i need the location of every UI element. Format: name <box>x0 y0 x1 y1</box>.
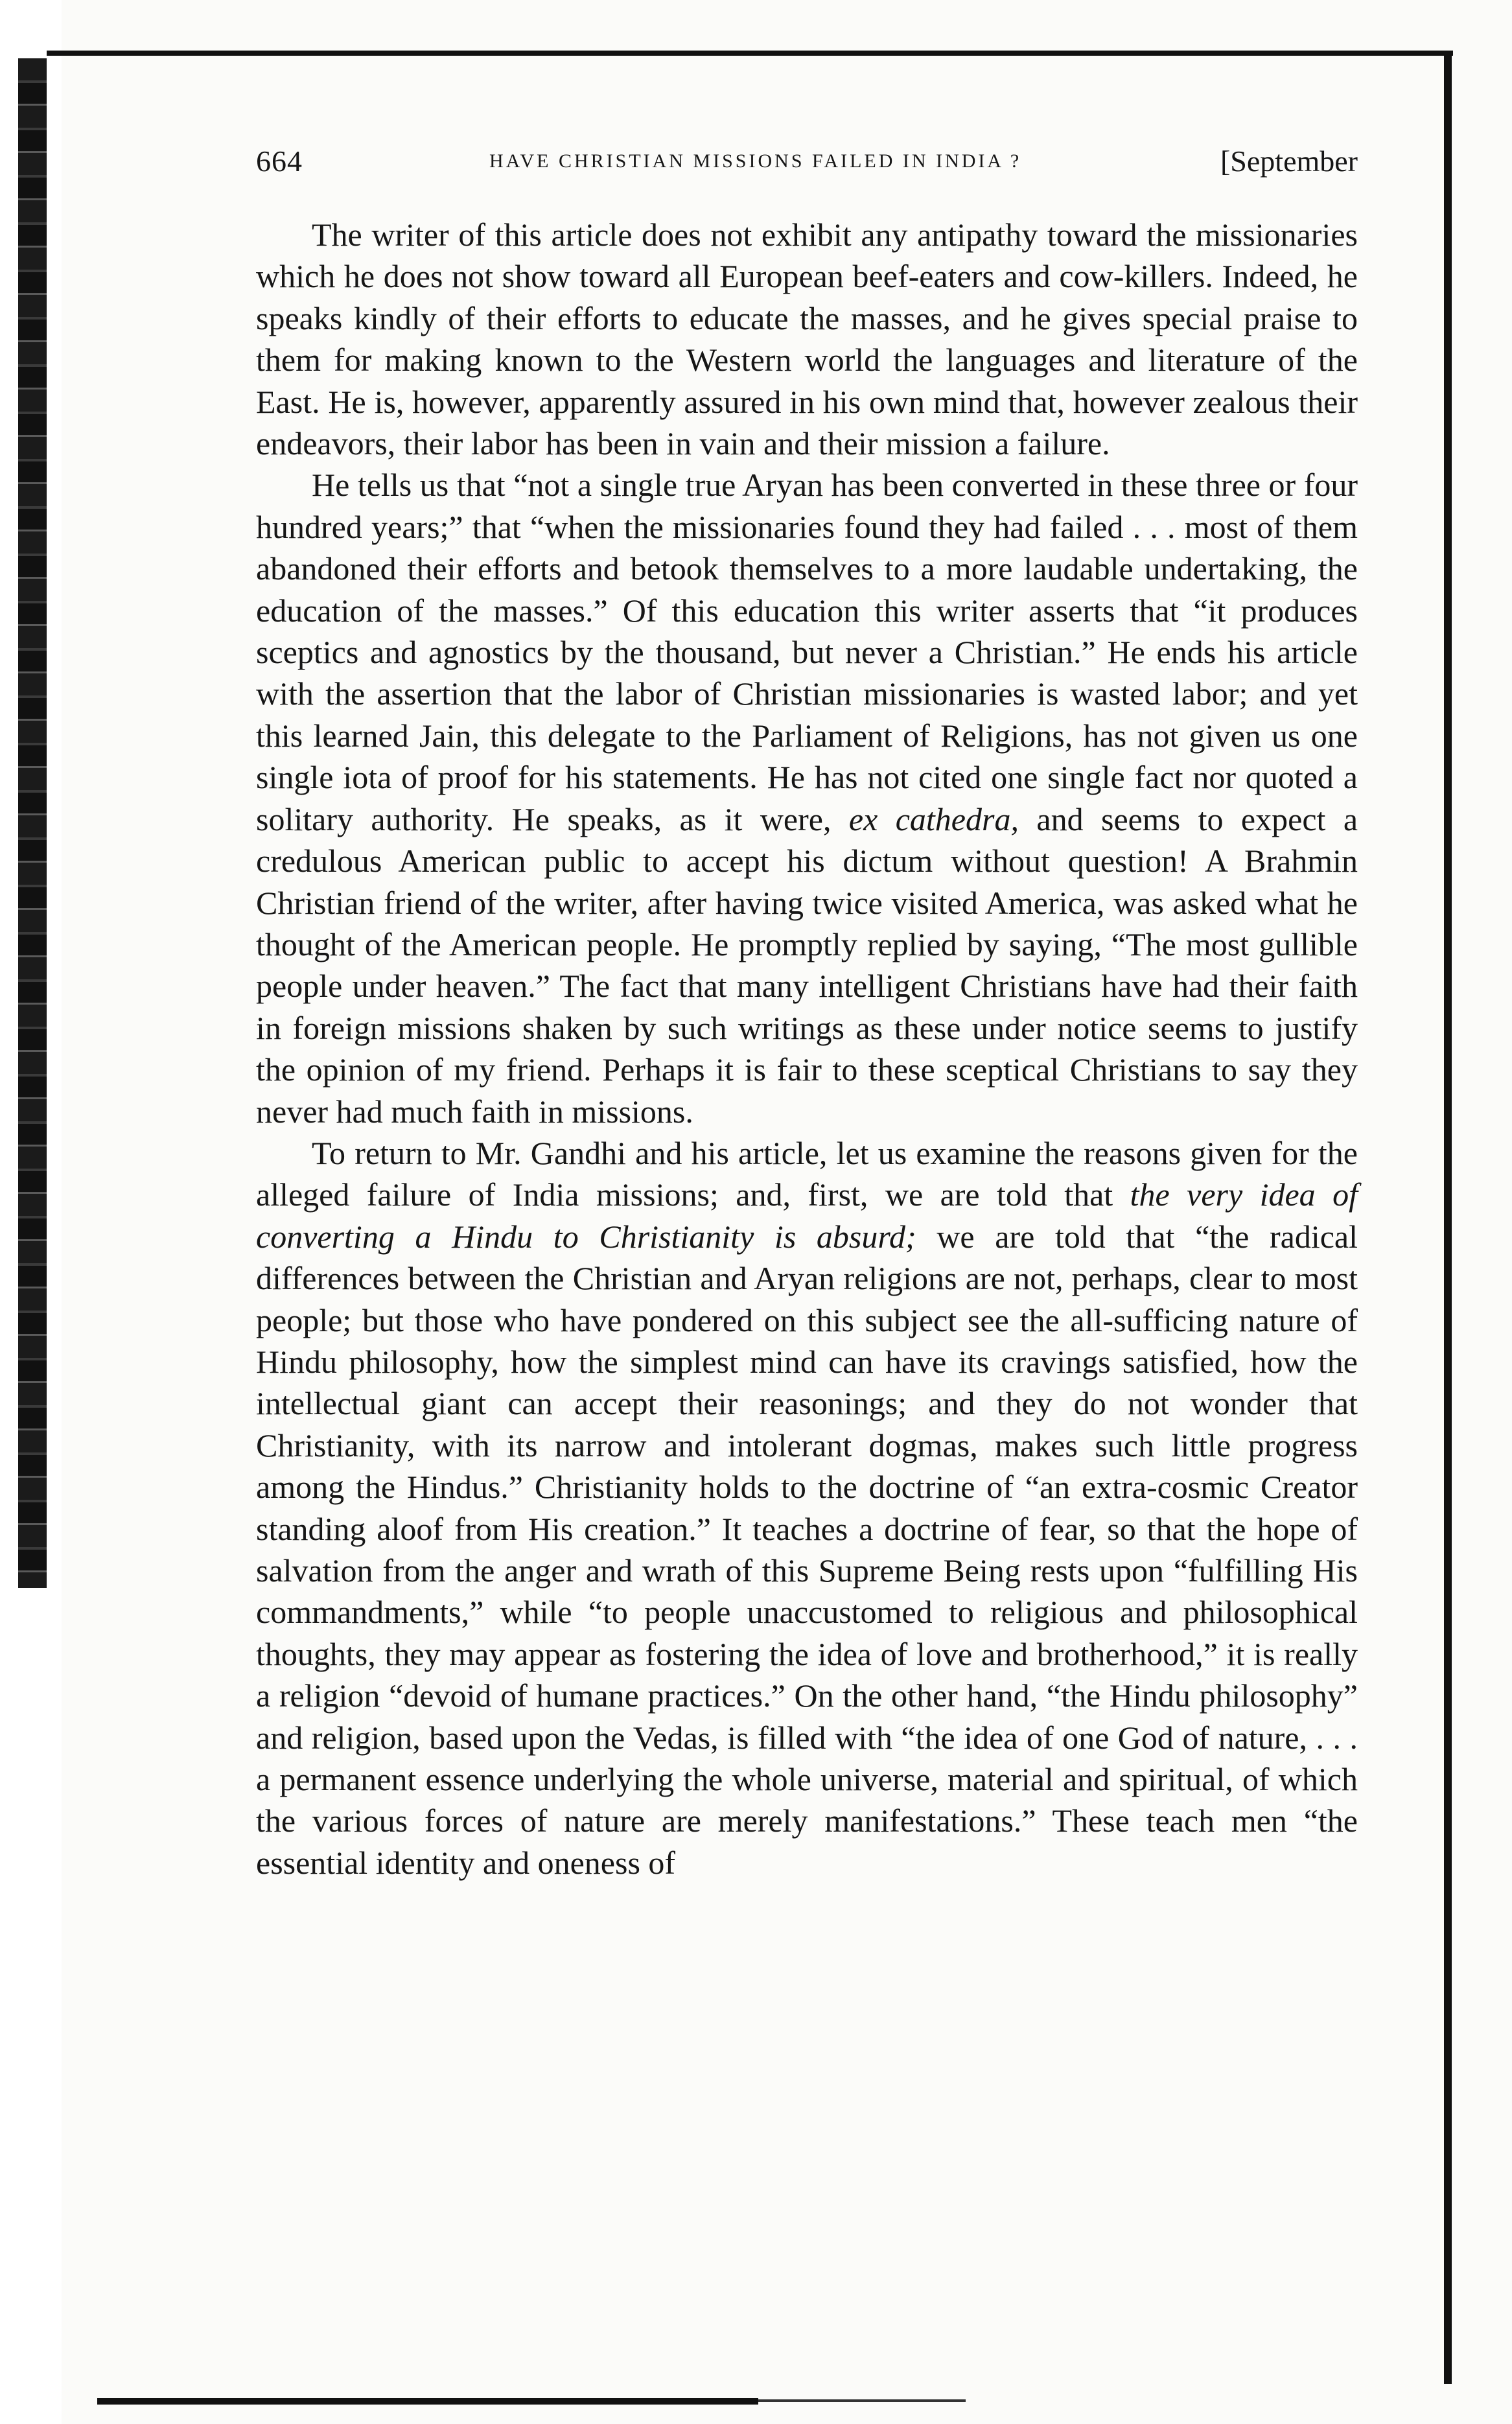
paragraph-text: To return to Mr. Gandhi and his article, let us examine the reasons given for the alleged failure of India missions; and, first, we are told that <box>256 1134 1358 1213</box>
paragraph-text-continued: we are told that “the radical differences between the Christian and Aryan religions are not, perhaps, clear to most people; but those who have pondered on this subject see the all-sufficing nature of Hindu philosophy, how the simplest mind can have its cravings satisfied, how the intellectual giant can accept their reasonings; and they do not wonder that Christianity, with its narrow and intolerant dogmas, makes such little progress among the Hindus.” Christianity holds to the doctrine of “an extra-cosmic Creator standing aloof from His creation.” It teaches a doctrine of fear, so that the hope of salvation from the anger and wrath of this Supreme Being rests upon “fulfilling His commandments,” while “to people unaccustomed to religious and philosophical thoughts, they may appear as fostering the idea of love and brotherhood,” it is really a religion “devoid of humane practices.” On the other hand, “the Hindu philosophy” and religion, based upon the Vedas, is filled with “the idea of one God of nature, . . . a permanent essence underlying the whole universe, material and spiritual, of which the various forces of nature are merely manifestations.” These teach men “the essential identity and oneness of <box>256 1218 1358 1881</box>
paragraph-italic: ex cathedra, <box>848 800 1019 837</box>
paragraph <box>256 214 1358 464</box>
scan-border-right <box>1444 51 1452 2384</box>
paragraph <box>256 464 1358 1132</box>
article-body <box>256 214 1358 1883</box>
paragraph-text: He tells us that “not a single true Aryan has been converted in these three or four hundred years;” that “when the missionaries found they had failed . . . most of them abandoned their efforts and betook themselves to a more laudable undertaking, the education of the masses.” Of this education this writer asserts that “it produces sceptics and agnostics by the thousand, but never a Christian.” He ends his article with the assertion that the labor of Christian missionaries is wasted labor; and yet this learned Jain, this delegate to the Parliament of Religions, has not given us one single iota of proof for his statements. He has not cited one single fact nor quoted a solitary authority. He speaks, as it were, <box>256 467 1358 837</box>
scan-border-bottom <box>97 2398 758 2405</box>
page-header <box>256 144 1358 183</box>
paragraph-text: The writer of this article does not exhibit any antipathy toward the missionaries which he does not show toward all European beef-eaters and cow-killers. Indeed, he speaks kindly of their efforts to educate the masses, and he gives special praise to them for making known to the Western world the languages and literature of the East. He is, however, apparently assured in his own mind that, however zealous their endeavors, their labor has been in vain and their mission a failure. <box>256 216 1358 462</box>
header-month: [September <box>1220 145 1358 178</box>
scan-border-bottom-thin <box>758 2399 966 2402</box>
book-binding-edge <box>0 0 62 2424</box>
paragraph <box>256 1132 1358 1883</box>
binding-shadow <box>18 58 47 1588</box>
scan-border-top <box>47 51 1453 56</box>
paragraph-text-continued: and seems to expect a credulous American public to accept his dictum without question! A Brahmin Christian friend of the writer, after having twice visited America, was asked what he thought of the American people. He promptly replied by saying, “The most gullible people under heaven.” The fact that many intelligent Christians have had their faith in foreign missions shaken by such writings as these under notice seems to justify the opinion of my friend. Perhaps it is fair to these sceptical Christians to say they never had much faith in missions. <box>256 800 1358 1130</box>
page-number: 664 <box>256 145 303 178</box>
paragraph-italic: the very idea of converting a Hindu to Christianity is absurd; <box>256 1176 1358 1255</box>
running-title: HAVE CHRISTIAN MISSIONS FAILED IN INDIA ? <box>489 150 1022 172</box>
